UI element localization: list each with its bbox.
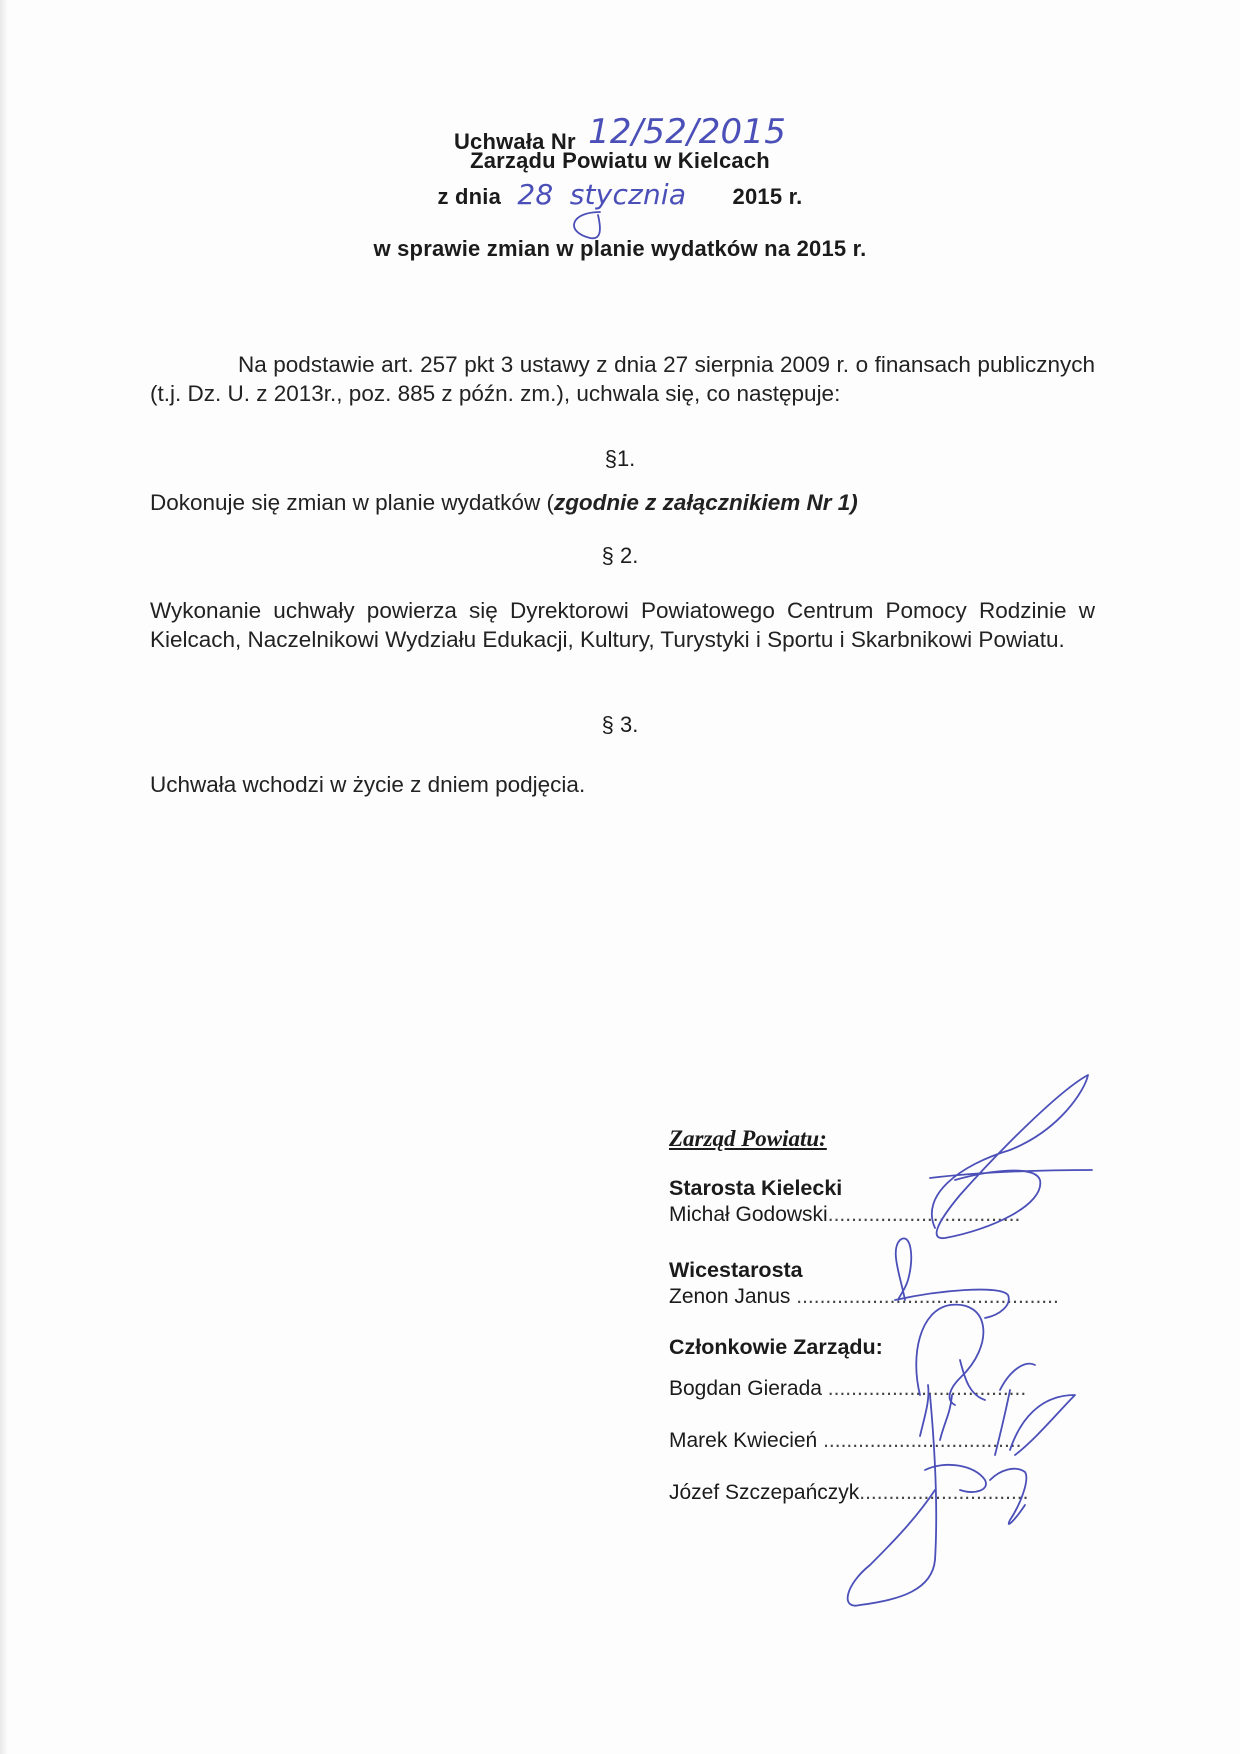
vice-name-line: [669, 1285, 1059, 1309]
vice-role: Wicestarosta: [669, 1258, 803, 1282]
section-2-text: Wykonanie uchwały powierza się Dyrektorowi Powiatowego Centrum Pomocy Rodzinie w Kielcach, Naczelnikowi Wydziału Edukacji, Kultury, Turystyki i Sportu i Skarbnikowi Powiatu.: [150, 598, 1095, 652]
section-3-mark: § 3.: [601, 712, 639, 737]
member-line: [669, 1481, 1028, 1505]
scan-edge: [0, 0, 8, 1754]
resolution-date: [0, 178, 1240, 211]
section-1-emphasis: zgodnie z załącznikiem Nr 1): [553, 490, 858, 515]
signature-dots: ..................................: [817, 1429, 1022, 1452]
date-day-handwritten: 28: [517, 178, 554, 211]
member-name: Józef Szczepańczyk: [669, 1481, 860, 1504]
section-1-mark: §1.: [604, 446, 636, 471]
date-year: 2015 r.: [732, 184, 803, 209]
board-title: Zarząd Powiatu:: [669, 1126, 827, 1151]
date-loop-stroke: [574, 212, 600, 238]
resolution-title-prefix: Uchwała Nr: [453, 129, 576, 154]
starosta-role: Starosta Kielecki: [669, 1176, 843, 1200]
member-line: [669, 1429, 1021, 1453]
section-2-mark: § 2.: [601, 543, 639, 568]
members-role: Członkowie Zarządu:: [669, 1335, 883, 1359]
vice-name: Zenon Janus: [669, 1285, 791, 1308]
resolution-number-handwritten: 12/52/2015: [588, 112, 787, 152]
signature-dots: ..................................: [821, 1377, 1027, 1400]
resolution-issuer: Zarządu Powiatu w Kielcach: [470, 148, 770, 173]
starosta-name: Michał Godowski: [669, 1203, 828, 1226]
signature-dots: .................................: [827, 1203, 1021, 1226]
member-line: [669, 1377, 1026, 1401]
preamble-paragraph: Na podstawie art. 257 pkt 3 ustawy z dnia 27 sierpnia 2009 r. o finansach publicznych (t.j. Dz. U. z 2013r., poz. 885 z późn. zm.), uchwala się, co następuje:: [150, 352, 1095, 406]
date-prefix: z dnia: [437, 184, 502, 209]
section-3-text: Uchwała wchodzi w życie z dniem podjęcia.: [150, 772, 586, 797]
signature-dots: .............................: [859, 1481, 1029, 1504]
member-name: Marek Kwiecień: [669, 1429, 818, 1452]
section-1-text: [150, 488, 1095, 517]
resolution-subject: w sprawie zmian w planie wydatków na 2015 r.: [373, 236, 867, 261]
member-name: Bogdan Gierada: [669, 1377, 822, 1400]
signature-dots: .............................................: [790, 1285, 1059, 1308]
section-1-body: Dokonuje się zmian w planie wydatków (: [150, 490, 554, 515]
date-month-handwritten: stycznia: [569, 178, 687, 211]
starosta-name-line: [669, 1203, 1020, 1227]
